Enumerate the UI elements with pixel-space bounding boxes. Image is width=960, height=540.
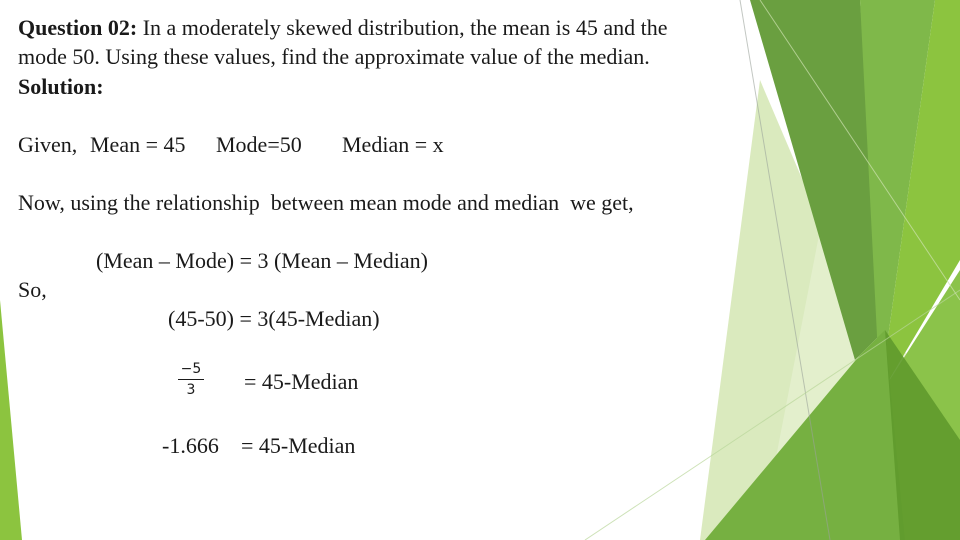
step-2-rhs: = 45-Median bbox=[244, 369, 359, 394]
step-3-rhs: = 45-Median bbox=[241, 433, 356, 458]
fraction-numerator: −5 bbox=[178, 360, 204, 380]
left-green-accent bbox=[0, 300, 22, 540]
question-line-2: mode 50. Using these values, find the approximate value of the median. bbox=[18, 44, 650, 69]
given-mean: Mean = 45 bbox=[90, 132, 186, 157]
formula: (Mean – Mode) = 3 (Mean – Median) bbox=[96, 248, 428, 273]
step-3-lhs: -1.666 bbox=[162, 433, 219, 458]
question-text-1: In a moderately skewed distribution, the mean is 45 and the bbox=[137, 15, 668, 40]
question-line-1 bbox=[18, 14, 668, 42]
fraction bbox=[178, 360, 204, 399]
so-label: So, bbox=[18, 277, 47, 302]
solution-label: Solution: bbox=[18, 74, 104, 99]
relationship-text: Now, using the relationship between mean mode and median we get, bbox=[18, 190, 634, 215]
step-1: (45-50) = 3(45-Median) bbox=[168, 306, 380, 331]
given-label: Given, bbox=[18, 132, 78, 157]
given-mode: Mode=50 bbox=[216, 132, 302, 157]
fraction-denominator: 3 bbox=[186, 382, 196, 398]
given-median: Median = x bbox=[342, 132, 444, 157]
question-label: Question 02: bbox=[18, 15, 138, 40]
